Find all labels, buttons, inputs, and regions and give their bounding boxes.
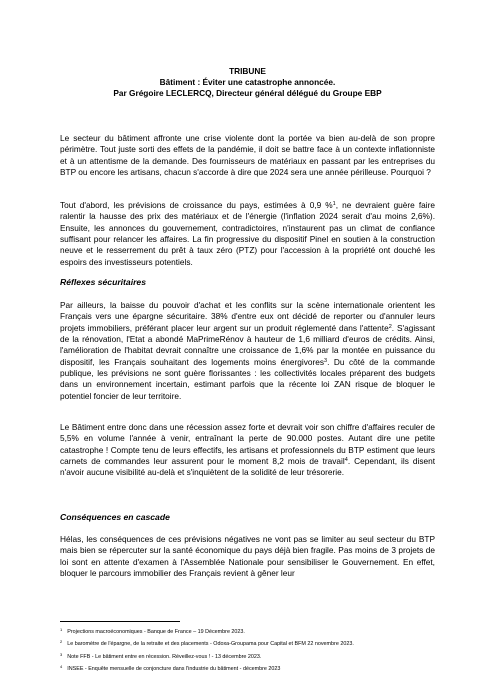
paragraph-2 <box>60 200 435 268</box>
paragraph-text: Par ailleurs, la baisse du pouvoir d'achat et les conflits sur la scène internationale orientent les Français vers une épargne sécuritaire. 38% d'entre eux ont décidé de reporter ou d'annuler leurs projets immobiliers, préférant placer leur argent sur un produit réglementé dans l'attente <box>60 300 435 333</box>
article-header <box>60 66 435 99</box>
paragraph-5: Hélas, les conséquences de ces prévisions négatives ne vont pas se limiter au seul secteur du BTP mais bien se répercuter sur la santé économique du pays déjà bien fragile. Pas moins de 3 projets de loi sont en attente d'examen à l'Assemblée Nationale pour sensibiliser le Gouvernement. En effet, bloquer le parcours immobilier des Français revient à gêner leur <box>60 534 435 579</box>
footnote <box>60 637 460 649</box>
paragraph-text: . Cependant, ils disent n'avoir aucune visibilité au-delà et s'inquiètent de la solidité de leur trésorerie. <box>60 456 435 478</box>
footnote-number: 1 <box>60 627 63 632</box>
footnote-text: Projections macroéconomiques - Banque de France – 19 Décembre 2023. <box>67 629 245 635</box>
footnote-divider <box>60 621 180 622</box>
paragraph-text: . S'agissant de la rénovation, l'Etat a abondé MaPrimeRénov à hauteur de 1,6 milliard d'euros de crédits. Ainsi, l'amélioration de l'habitat devrait connaître une croissance de 1,6% par la montée en puissance du dispositif, les Français souhaitant des logements moins énergivores <box>60 322 435 367</box>
footnote-number: 4 <box>60 664 63 670</box>
footnote <box>60 662 460 674</box>
footnote-text: INSEE - Enquête mensuelle de conjoncture dans l'industrie du bâtiment - décembre 2023 <box>67 666 281 673</box>
paragraph-text: . Du côté de la commande publique, les prévisions ne sont guère florissantes : les collectivités locales préparent des budgets dans un environnement incertain, estimant parfois que la récente loi ZAN risque de bloquer le potentiel foncier de leur territoire. <box>60 356 435 401</box>
footnote <box>60 625 460 637</box>
section-heading: Conséquences en cascade <box>60 512 170 522</box>
footnote-ref: 4 <box>344 457 348 464</box>
footnote-ref: 1 <box>332 201 336 207</box>
paragraph-text: Tout d'abord, les prévisions de croissance du pays, estimées à 0,9 % <box>60 200 333 210</box>
footnote-ref: 2 <box>388 323 392 330</box>
paragraph-1: Le secteur du bâtiment affronte une crise violente dont la portée va bien au-delà de son propre périmètre. Tout juste sorti des effets de la pandémie, il doit se battre face à un contexte inflationniste et à un attentisme de la demande. Des fournisseurs de matériaux en passant par les entreprises du BTP ou encore les artisans, chacun s'accorde à dire que 2024 sera une année périlleuse. Pourquoi ? <box>60 133 435 178</box>
section-heading: Réflexes sécuritaires <box>60 277 146 287</box>
footnote <box>60 650 460 662</box>
footnote-number: 2 <box>60 639 63 645</box>
paragraph-text: , ne devraient guère faire ralentir la hausse des prix des matériaux et de l'énergie (l'inflation 2024 serait d'au moins 2,6%). Ensuite, les annonces du gouvernement, contradictoires, n'instaurent pas un climat de confiance suffisant pour relancer les affaires. La fin progressive du dispositif Pinel en soutien à la construction neuve et le resserrement du prêt à taux zéro (PTZ) pour l'accession à la propriété ont douché les espoirs des investisseurs potentiels. <box>60 200 435 267</box>
article-title: Bâtiment : Éviter une catastrophe annoncée. <box>159 77 336 87</box>
footnote-text: Le baromètre de l'épargne, de la retraite et des placements - Odoxa-Groupama pour Capital et BFM 22 novembre 2023. <box>67 641 354 648</box>
byline: Par Grégoire LECLERCQ, Directeur général délégué du Groupe EBP <box>113 88 382 98</box>
paragraph-4 <box>60 422 435 479</box>
footnote-ref: 3 <box>324 357 328 364</box>
paragraph-3 <box>60 300 435 402</box>
footnotes <box>60 625 460 675</box>
footnote-text: Note FFB - Le bâtiment entre en récession. Réveillez-vous ! - 13 décembre 2023. <box>67 653 262 660</box>
kicker: TRIBUNE <box>229 66 266 76</box>
footnote-number: 3 <box>60 651 63 657</box>
paragraph-text: Le Bâtiment entre donc dans une récession assez forte et devrait voir son chiffre d'affaires reculer de 5,5% en volume l'année à venir, entraînant la perte de 90.000 postes. Autant dire une petite catastrophe ! Compte tenu de leurs effectifs, les artisans et professionnels du BTP estiment que leurs carnets de commandes leur assurent pour le moment 8,2 mois de travail <box>60 422 435 467</box>
